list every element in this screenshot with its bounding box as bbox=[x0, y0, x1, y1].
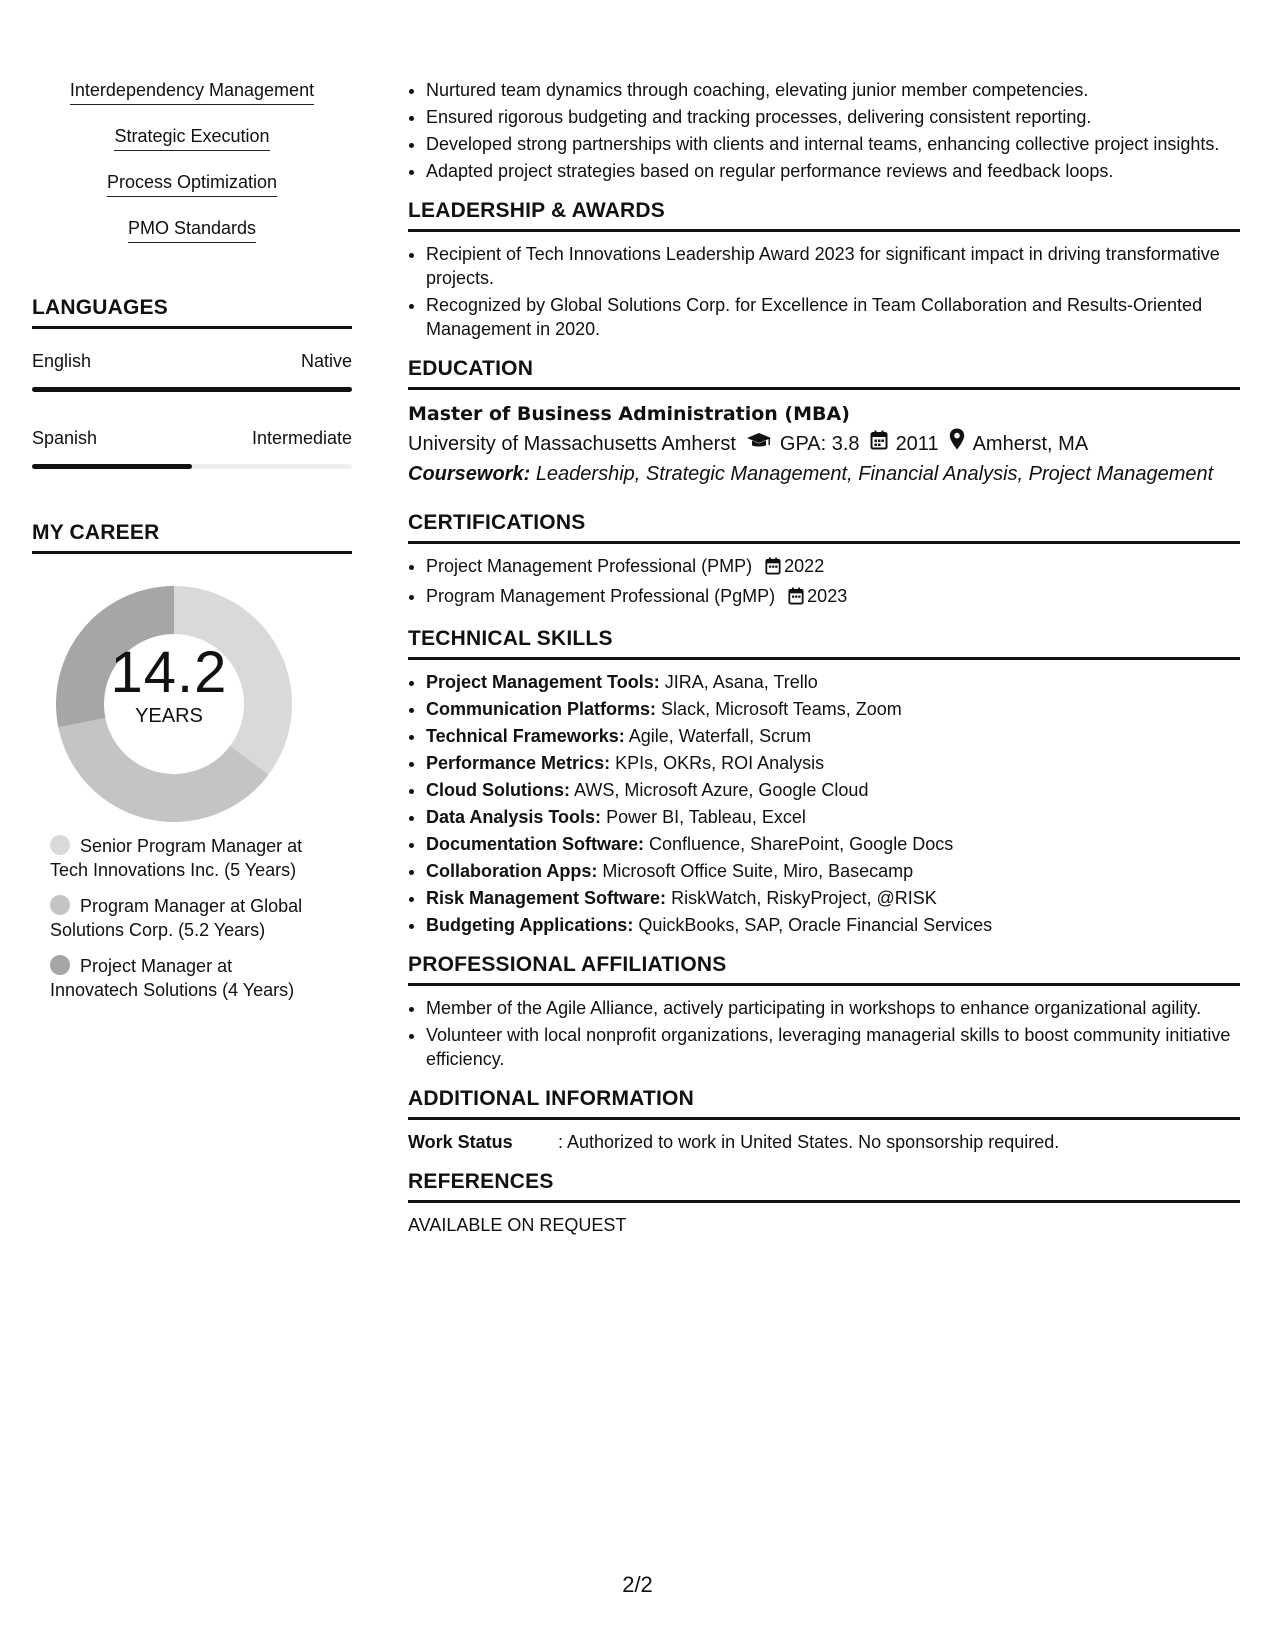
technical-skill-item bbox=[426, 859, 1240, 883]
career-title: MY CAREER bbox=[32, 521, 352, 554]
skill-category: Technical Frameworks: bbox=[426, 726, 625, 746]
skill-category: Project Management Tools: bbox=[426, 672, 660, 692]
education-coursework bbox=[408, 459, 1240, 489]
skill-values: Confluence, SharePoint, Google Docs bbox=[649, 834, 954, 854]
skill-values: Power BI, Tableau, Excel bbox=[606, 807, 806, 827]
affiliations-title: PROFESSIONAL AFFILIATIONS bbox=[408, 953, 1240, 986]
language-proficiency-bar bbox=[32, 464, 352, 469]
experience-bullet: • Developed strong partnerships with clients and internal teams, enhancing collective project insights. bbox=[426, 132, 1240, 156]
graduation-cap-icon bbox=[746, 429, 772, 459]
left-column bbox=[32, 78, 352, 1014]
language-proficiency-bar bbox=[32, 387, 352, 392]
certification-item bbox=[426, 584, 1240, 611]
experience-bullet: • Adapted project strategies based on regular performance reviews and feedback loops. bbox=[426, 159, 1240, 183]
skill-tag: Strategic Execution bbox=[114, 124, 269, 151]
language-level: Native bbox=[300, 351, 352, 371]
skill-category: Communication Platforms: bbox=[426, 699, 657, 719]
technical-skill-item bbox=[426, 832, 1240, 856]
technical-skill-item bbox=[426, 751, 1240, 775]
leadership-item: • Recognized by Global Solutions Corp. for Excellence in Team Collaboration and Results-Oriented Management in 2020. bbox=[426, 293, 1240, 341]
skill-values: AWS, Microsoft Azure, Google Cloud bbox=[574, 780, 869, 800]
education-year: 2011 bbox=[895, 432, 939, 455]
skill-values: QuickBooks, SAP, Oracle Financial Services bbox=[638, 915, 993, 935]
experience-bullets bbox=[408, 78, 1240, 183]
location-pin-icon bbox=[949, 428, 965, 459]
references-title: REFERENCES bbox=[408, 1170, 1240, 1203]
technical-skills-section bbox=[408, 627, 1240, 937]
education-details bbox=[408, 428, 1240, 459]
additional-info-section bbox=[408, 1087, 1240, 1154]
affiliation-item: • Member of the Agile Alliance, actively participating in workshops to enhance organizational agility. bbox=[426, 996, 1240, 1020]
technical-skills-title: TECHNICAL SKILLS bbox=[408, 627, 1240, 660]
education-gpa: GPA: 3.8 bbox=[779, 432, 860, 455]
language-proficiency-fill bbox=[32, 464, 192, 469]
skill-values: JIRA, Asana, Trello bbox=[664, 672, 818, 692]
career-legend-item bbox=[50, 954, 320, 1002]
skill-values: RiskWatch, RiskyProject, @RISK bbox=[671, 888, 937, 908]
certification-year: 2022 bbox=[784, 556, 825, 576]
leadership-item: • Recipient of Tech Innovations Leadership Award 2023 for significant impact in driving transformative projects. bbox=[426, 242, 1240, 290]
coursework-list: Leadership, Strategic Management, Financial Analysis, Project Management bbox=[535, 463, 1214, 485]
skill-category: Budgeting Applications: bbox=[426, 915, 634, 935]
legend-dot bbox=[50, 955, 70, 975]
leadership-section bbox=[408, 199, 1240, 341]
affiliation-item: • Volunteer with local nonprofit organizations, leveraging managerial skills to boost community initiative efficiency. bbox=[426, 1023, 1240, 1071]
certifications-section bbox=[408, 511, 1240, 611]
work-status-row bbox=[408, 1130, 1240, 1154]
language-item bbox=[32, 426, 352, 469]
technical-skills-list bbox=[408, 670, 1240, 937]
languages-title: LANGUAGES bbox=[32, 296, 352, 329]
work-status-label: Work Status bbox=[408, 1132, 513, 1152]
career-total-value: 14.2 bbox=[110, 640, 228, 705]
skill-category: Risk Management Software: bbox=[426, 888, 667, 908]
skill-tag: Process Optimization bbox=[107, 170, 277, 197]
career-legend-item bbox=[50, 894, 320, 942]
education-school: University of Massachusetts Amherst bbox=[408, 432, 736, 455]
certification-item bbox=[426, 554, 1240, 581]
leadership-title: LEADERSHIP & AWARDS bbox=[408, 199, 1240, 232]
certification-name: Program Management Professional (PgMP) bbox=[426, 586, 776, 606]
career-legend-item bbox=[50, 834, 320, 882]
career-donut-chart bbox=[32, 554, 352, 834]
skill-category: Data Analysis Tools: bbox=[426, 807, 602, 827]
language-level: Intermediate bbox=[251, 428, 352, 448]
career-total-unit: YEARS bbox=[135, 705, 203, 727]
legend-dot bbox=[50, 835, 70, 855]
legend-dot bbox=[50, 895, 70, 915]
education-degree: Master of Business Administration (MBA) bbox=[408, 403, 850, 425]
language-proficiency-fill bbox=[32, 387, 352, 392]
skill-tag: Interdependency Management bbox=[70, 78, 314, 105]
skill-values: Agile, Waterfall, Scrum bbox=[628, 726, 812, 746]
skill-values: Microsoft Office Suite, Miro, Basecamp bbox=[602, 861, 914, 881]
career-legend bbox=[32, 834, 352, 1002]
technical-skill-item bbox=[426, 805, 1240, 829]
technical-skill-item bbox=[426, 886, 1240, 910]
coursework-label: Coursework: bbox=[408, 463, 531, 485]
certification-name: Project Management Professional (PMP) bbox=[426, 556, 753, 576]
technical-skill-item bbox=[426, 697, 1240, 721]
work-status-value: : Authorized to work in United States. No sponsorship required. bbox=[558, 1132, 1060, 1152]
calendar-icon bbox=[765, 557, 781, 581]
skill-values: KPIs, OKRs, ROI Analysis bbox=[615, 753, 825, 773]
right-column bbox=[408, 78, 1240, 1237]
technical-skill-item bbox=[426, 724, 1240, 748]
career-legend-label: Program Manager at Global Solutions Corp. (5.2 Years) bbox=[50, 896, 303, 940]
education-section bbox=[408, 357, 1240, 489]
technical-skill-item bbox=[426, 913, 1240, 937]
skill-category: Documentation Software: bbox=[426, 834, 645, 854]
page-number: 2/2 bbox=[622, 1572, 653, 1597]
language-name: Spanish bbox=[32, 428, 98, 448]
core-skill-list bbox=[32, 78, 352, 262]
education-location: Amherst, MA bbox=[972, 432, 1089, 455]
affiliations-section bbox=[408, 953, 1240, 1071]
certification-year: 2023 bbox=[807, 586, 848, 606]
skill-category: Cloud Solutions: bbox=[426, 780, 570, 800]
language-item bbox=[32, 349, 352, 392]
education-title: EDUCATION bbox=[408, 357, 1240, 390]
calendar-icon bbox=[788, 587, 804, 611]
technical-skill-item bbox=[426, 778, 1240, 802]
experience-bullet: • Ensured rigorous budgeting and tracking processes, delivering consistent reporting. bbox=[426, 105, 1240, 129]
experience-bullet: • Nurtured team dynamics through coaching, elevating junior member competencies. bbox=[426, 78, 1240, 102]
skill-tag: PMO Standards bbox=[128, 216, 256, 243]
certifications-title: CERTIFICATIONS bbox=[408, 511, 1240, 544]
references-section bbox=[408, 1170, 1240, 1237]
skill-category: Performance Metrics: bbox=[426, 753, 611, 773]
skill-values: Slack, Microsoft Teams, Zoom bbox=[661, 699, 902, 719]
language-name: English bbox=[32, 351, 92, 371]
career-donut-segment bbox=[58, 718, 268, 822]
additional-info-title: ADDITIONAL INFORMATION bbox=[408, 1087, 1240, 1120]
language-list bbox=[32, 349, 352, 469]
references-text: AVAILABLE ON REQUEST bbox=[408, 1215, 627, 1235]
skill-category: Collaboration Apps: bbox=[426, 861, 598, 881]
donut-center bbox=[32, 642, 306, 728]
career-legend-label: Project Manager at Innovatech Solutions (4 Years) bbox=[50, 956, 295, 1000]
career-legend-label: Senior Program Manager at Tech Innovations Inc. (5 Years) bbox=[50, 836, 303, 880]
calendar-icon bbox=[870, 429, 888, 459]
technical-skill-item bbox=[426, 670, 1240, 694]
